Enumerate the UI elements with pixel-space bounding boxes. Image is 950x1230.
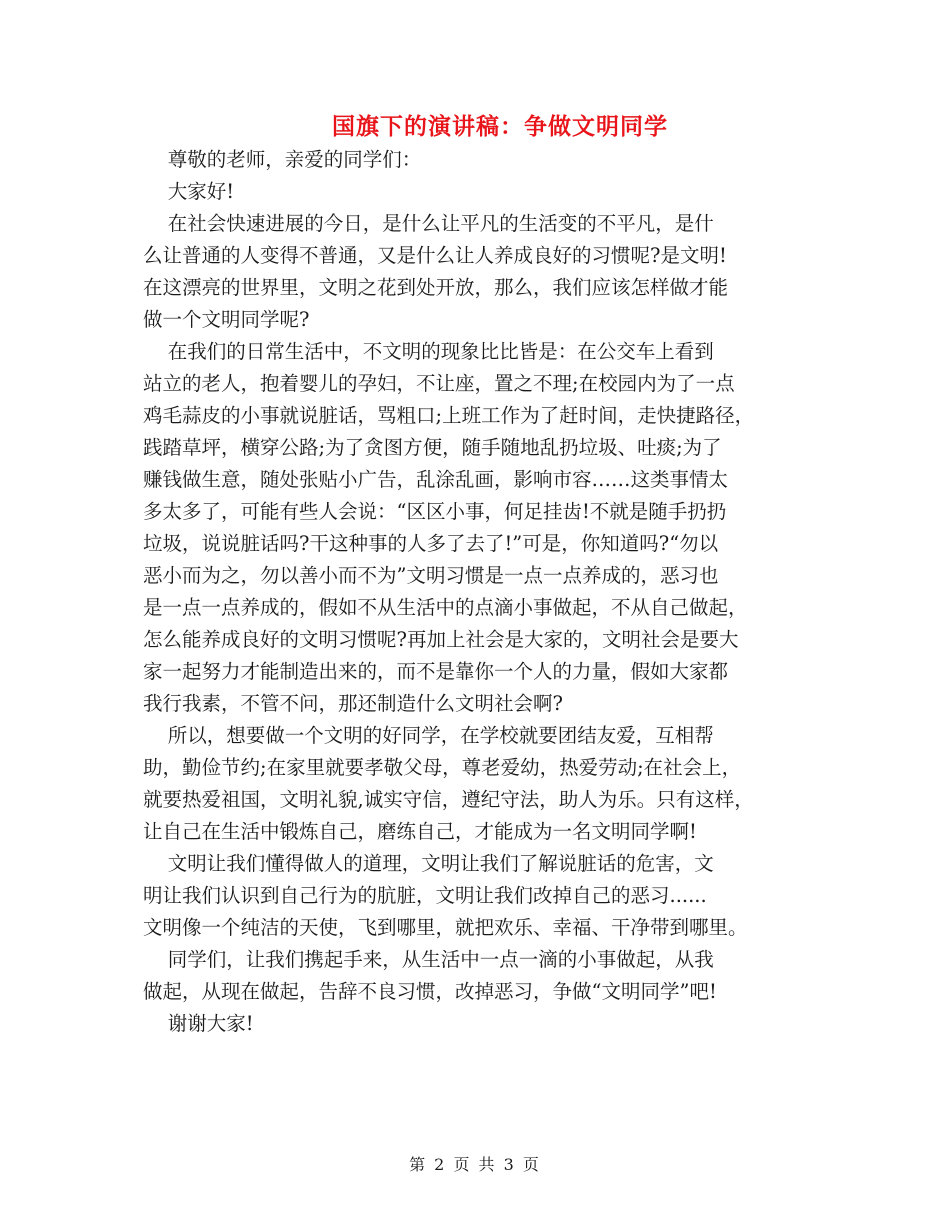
body-line: 是一点一点养成的，假如不从生活中的点滴小事做起，不从自己做起，: [143, 596, 748, 619]
body-line: 尊敬的老师，亲爱的同学们：: [143, 148, 422, 171]
body-line: 在这漂亮的世界里，文明之花到处开放，那么，我们应该怎样做才能: [143, 276, 729, 299]
body-line: 多太多了，可能有些人会说：“区区小事，何足挂齿!不就是随手扔扔: [143, 500, 727, 523]
body-line: 助，勤俭节约;在家里就要孝敬父母，尊老爱幼，热爱劳动;在社会上，: [143, 756, 742, 779]
body-line: 文明像一个纯洁的天使，飞到哪里，就把欢乐、幸福、干净带到哪里。: [143, 916, 748, 939]
body-line: 让自己在生活中锻炼自己，磨练自己，才能成为一名文明同学啊!: [143, 820, 697, 843]
body-line: 明让我们认识到自己行为的肮脏，文明让我们改掉自己的恶习......: [143, 884, 707, 907]
body-line: 垃圾，说说脏话吗?干这种事的人多了去了!”可是，你知道吗?“勿以: [143, 532, 719, 555]
body-line: 怎么能养成良好的文明习惯呢?再加上社会是大家的，文明社会是要大: [143, 628, 739, 651]
body-line: 在我们的日常生活中，不文明的现象比比皆是：在公交车上看到: [143, 340, 714, 363]
body-line: 践踏草坪，横穿公路;为了贪图方便，随手随地乱扔垃圾、吐痰;为了: [143, 436, 722, 459]
body-line: 在社会快速进展的今日，是什么让平凡的生活变的不平凡，是什: [143, 212, 714, 235]
body-line: 文明让我们懂得做人的道理，文明让我们了解说脏话的危害，文: [143, 852, 714, 875]
document-body: [143, 144, 803, 1040]
body-line: 大家好!: [143, 180, 235, 203]
body-line: 家一起努力才能制造出来的，而不是靠你一个人的力量，假如大家都: [143, 660, 729, 683]
page-footer: 第 2 页 共 3 页: [409, 1155, 541, 1174]
body-line: 就要热爱祖国，文明礼貌,诚实守信，遵纪守法，助人为乐。只有这样，: [143, 788, 754, 811]
body-line: 做一个文明同学呢?: [143, 308, 310, 331]
body-line: 赚钱做生意，随处张贴小广告，乱涂乱画，影响市容……这类事情太: [143, 468, 729, 491]
body-line: 做起，从现在做起，告辞不良习惯，改掉恶习，争做“文明同学”吧!: [143, 980, 717, 1003]
body-line: 站立的老人，抱着婴儿的孕妇，不让座，置之不理;在校园内为了一点: [143, 372, 735, 395]
document-title: 国旗下的演讲稿：争做文明同学: [332, 113, 668, 140]
body-line: 同学们，让我们携起手来，从生活中一点一滴的小事做起，从我: [143, 948, 714, 971]
body-line: 所以，想要做一个文明的好同学，在学校就要团结友爱，互相帮: [143, 724, 714, 747]
body-line: 恶小而为之，勿以善小而不为”文明习惯是一点一点养成的，恶习也: [143, 564, 719, 587]
body-line: 我行我素，不管不问，那还制造什么文明社会啊?: [143, 692, 563, 715]
body-line: 谢谢大家!: [143, 1012, 254, 1035]
body-line: 鸡毛蒜皮的小事就说脏话，骂粗口;上班工作为了赶时间，走快捷路径，: [143, 404, 755, 427]
body-line: 么让普通的人变得不普通，又是什么让人养成良好的习惯呢?是文明!: [143, 244, 727, 267]
